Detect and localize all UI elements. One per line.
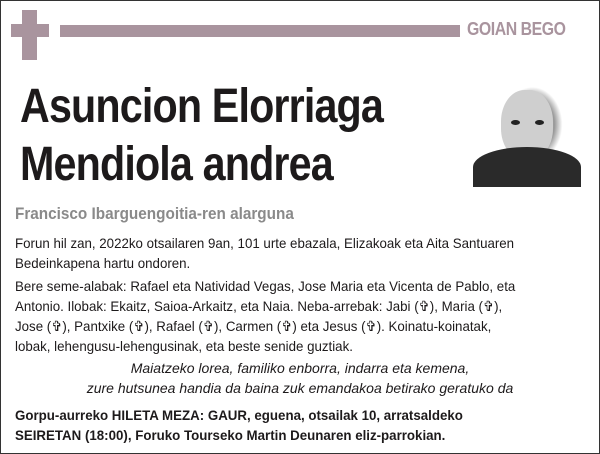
deceased-name [20, 78, 383, 194]
subtitle: Francisco Ibarguengoitia-ren alarguna [15, 204, 294, 223]
text-line: Gorpu-aurreko HILETA MEZA: GAUR, eguena, otsailak 10, arratsaldeko [15, 407, 463, 423]
text-line: Jose (✞), Pantxike (✞), Rafael (✞), Carmen (✞) eta Jesus (✞). Koinatu-koinatak, [15, 318, 492, 334]
verse-line: Maiatzeko lorea, familiko enborra, indarra eta kemena, [130, 360, 470, 376]
text-line: Bere seme-alabak: Rafael eta Natividad Vegas, Jose Maria eta Vicenta de Pablo, eta [15, 278, 516, 294]
portrait-photo [473, 62, 581, 187]
family-paragraph [15, 276, 585, 356]
section-label: GOIAN BEGO [467, 19, 566, 39]
death-paragraph [15, 233, 585, 273]
text-line: lobak, lehengusu-lehengusinak, eta beste senide guztiak. [15, 338, 353, 354]
verse [0, 358, 600, 398]
verse-line: zure hutsunea handia da baina zuk emandakoa betirako geratuko da [86, 380, 514, 396]
text-line: SEIRETAN (18:00), Foruko Tourseko Martin Deunaren eliz-parrokian. [15, 427, 446, 443]
text-line: Antonio. Ilobak: Ekaitz, Saioa-Arkaitz, eta Naia. Neba-arrebak: Jabi (✞), Maria (✞), [15, 298, 503, 314]
funeral-paragraph [15, 405, 585, 445]
name-line-2: Mendiola andrea [20, 138, 333, 191]
text-line: Forun hil zan, 2022ko otsailaren 9an, 101 urte ebazala, Elizakoak eta Aita Santuaren [15, 235, 515, 251]
header-bar [60, 25, 460, 37]
text-line: Bedeinkapena hartu ondoren. [15, 255, 191, 271]
name-line-1: Asuncion Elorriaga [20, 80, 384, 133]
